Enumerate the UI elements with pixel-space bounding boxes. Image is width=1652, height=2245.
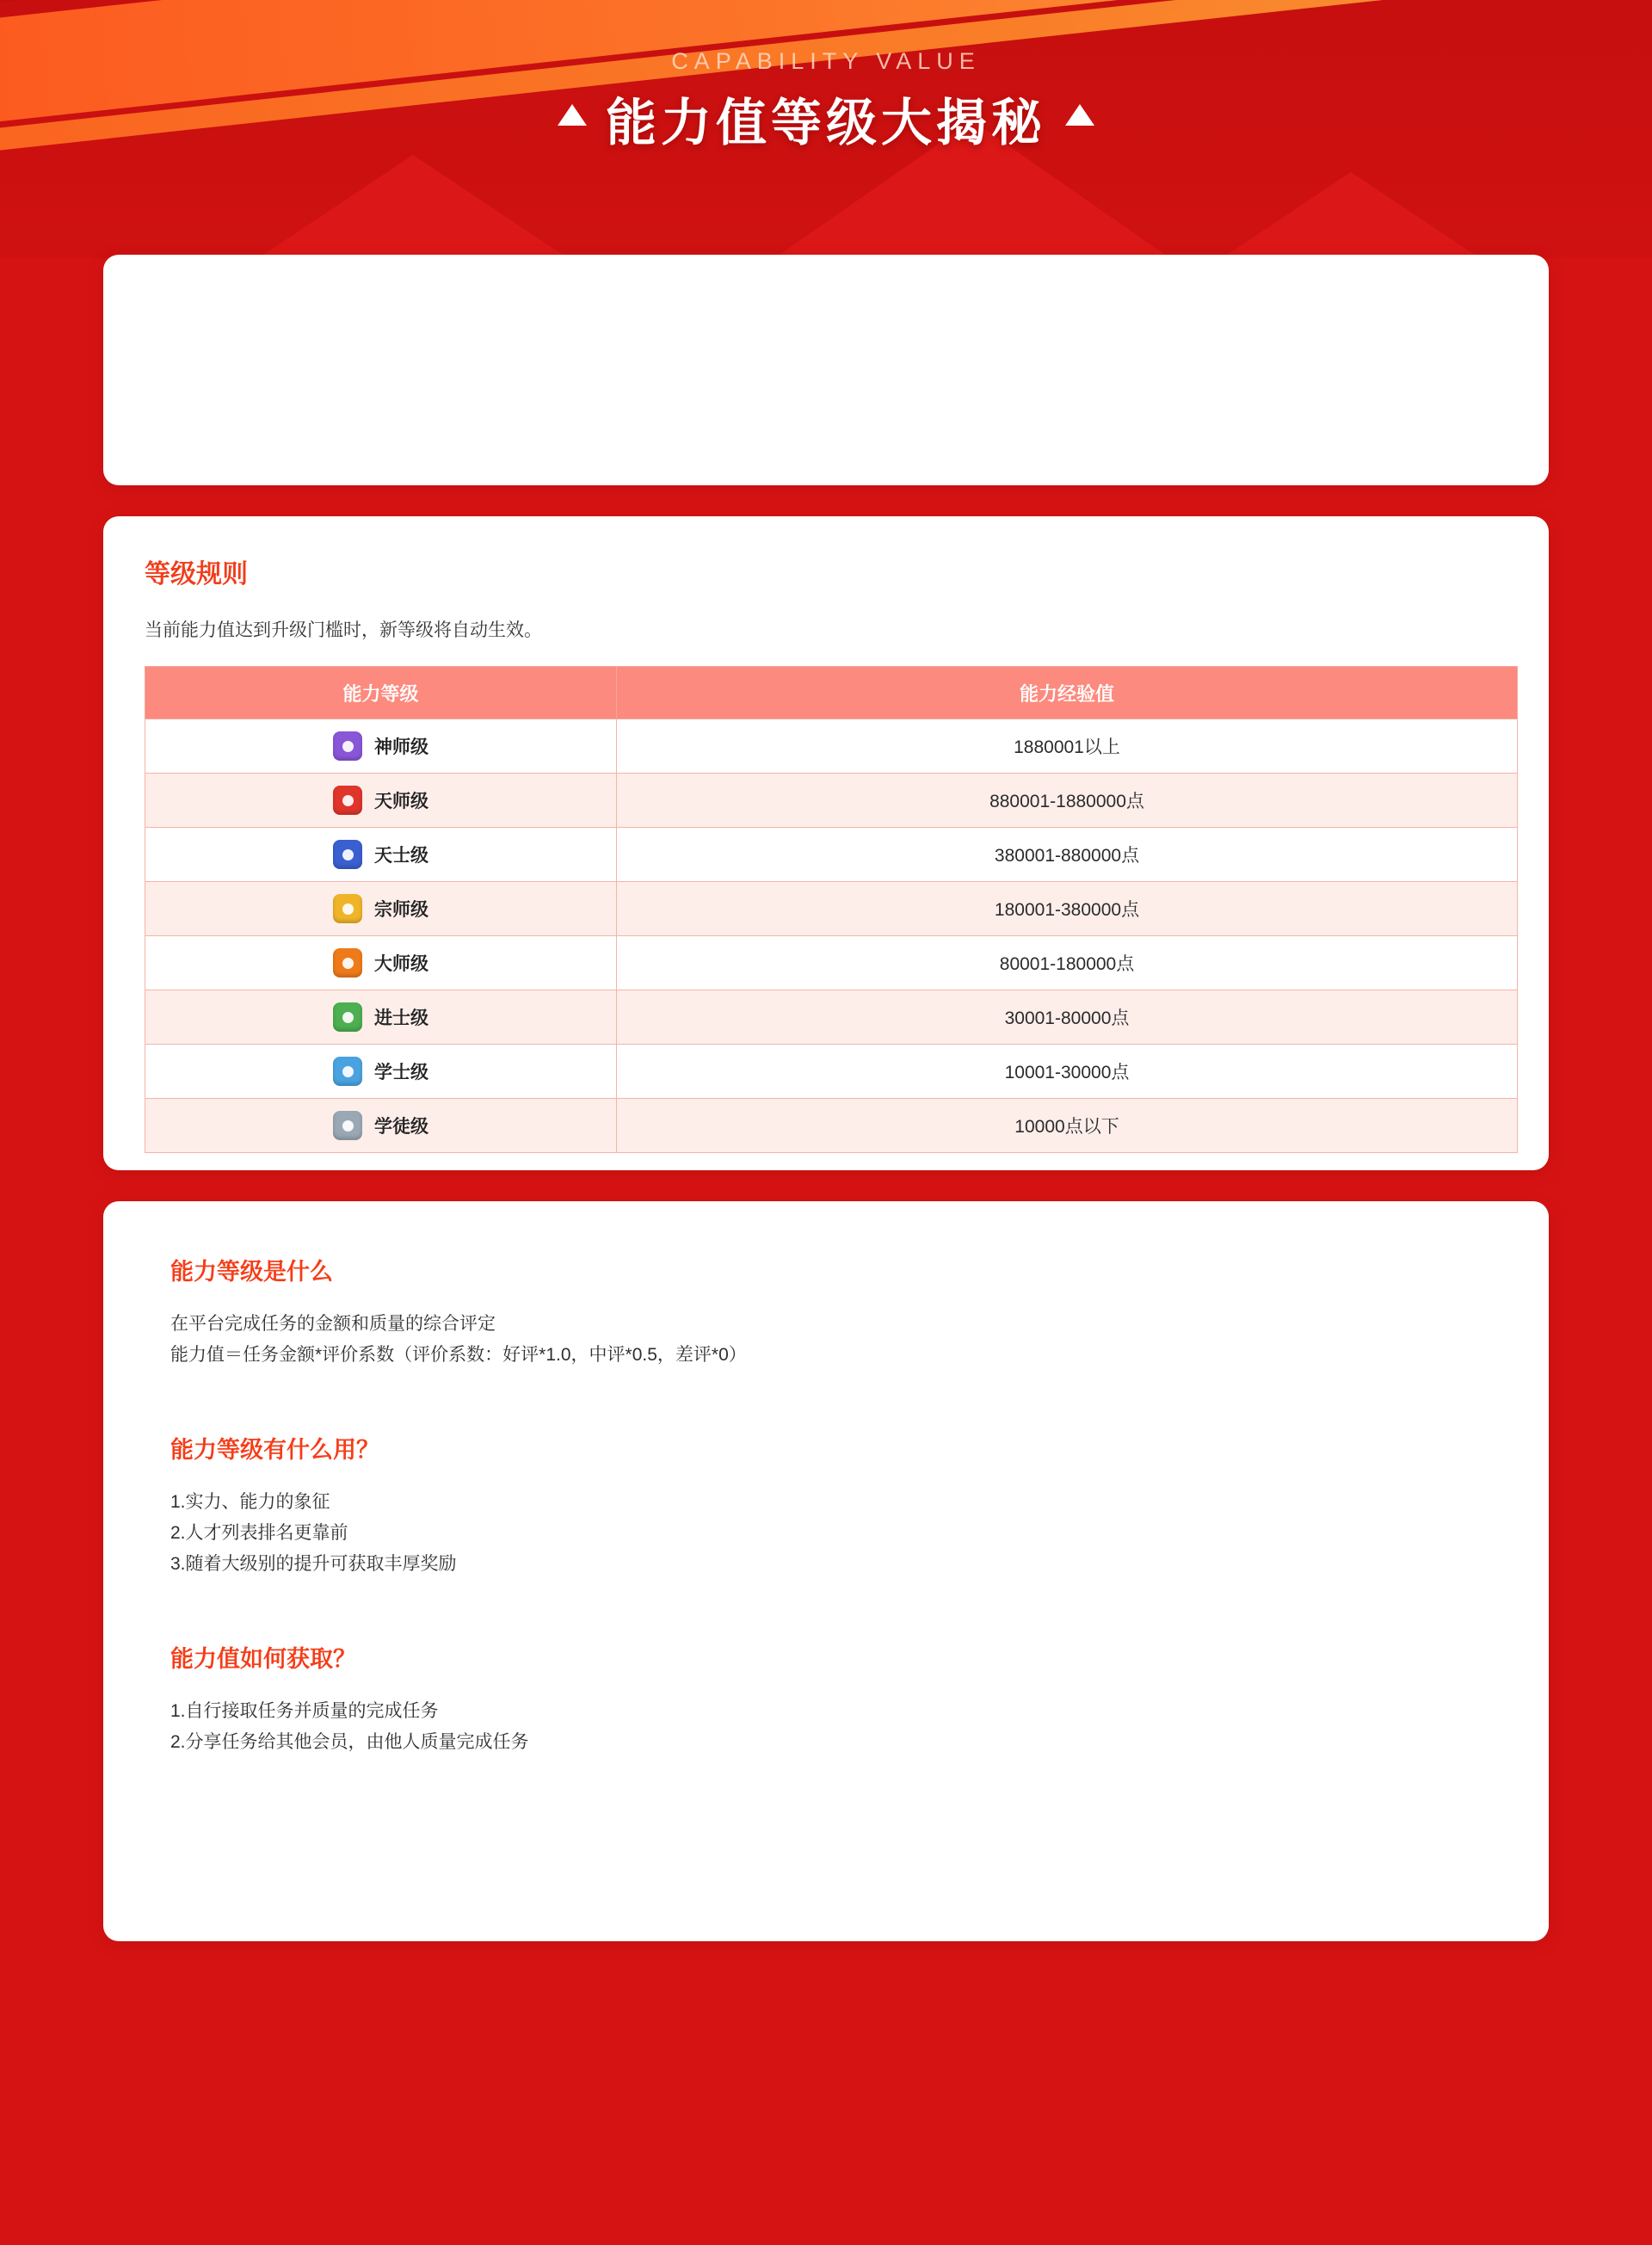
exp-cell: 880001-1880000点 bbox=[617, 774, 1518, 828]
exp-cell: 10000点以下 bbox=[617, 1099, 1518, 1153]
rank-badge-icon bbox=[333, 1002, 362, 1032]
level-name: 天师级 bbox=[374, 792, 428, 811]
level-cell bbox=[145, 1099, 617, 1153]
rank-badge-icon bbox=[333, 1057, 362, 1086]
level-cell bbox=[145, 719, 617, 774]
level-cell bbox=[145, 990, 617, 1045]
faq-get-line1: 1.自行接取任务并质量的完成任务 bbox=[170, 1701, 439, 1721]
faq-use-block bbox=[145, 1431, 1507, 1580]
table-row bbox=[145, 1099, 1518, 1153]
level-cell bbox=[145, 774, 617, 828]
level-rules-card bbox=[103, 516, 1549, 1170]
level-name: 学徒级 bbox=[374, 1117, 428, 1137]
levels-table-header-row bbox=[145, 667, 1518, 719]
column-header-exp: 能力经验值 bbox=[617, 667, 1518, 719]
faq-get-line2: 2.分享任务给其他会员，由他人质量完成任务 bbox=[170, 1732, 529, 1752]
rules-subtitle: 当前能力值达到升级门槛时，新等级将自动生效。 bbox=[145, 620, 542, 640]
faq-what-title: 能力等级是什么 bbox=[170, 1259, 333, 1285]
faq-get-block bbox=[145, 1640, 1507, 1758]
page-title bbox=[0, 82, 1652, 155]
faq-use-title: 能力等级有什么用？ bbox=[170, 1437, 379, 1463]
rank-badge-icon bbox=[333, 840, 362, 869]
level-name: 进士级 bbox=[374, 1008, 428, 1028]
decor-peak-right bbox=[1222, 172, 1480, 258]
rank-badge-icon bbox=[333, 731, 362, 761]
faq-card bbox=[103, 1201, 1549, 1941]
table-row bbox=[145, 990, 1518, 1045]
column-header-level: 能力等级 bbox=[145, 667, 617, 719]
level-cell bbox=[145, 1045, 617, 1099]
rank-badge-icon bbox=[333, 948, 362, 978]
table-row bbox=[145, 774, 1518, 828]
rank-badge-icon bbox=[333, 786, 362, 815]
table-row bbox=[145, 828, 1518, 882]
exp-cell: 30001-80000点 bbox=[617, 990, 1518, 1045]
faq-use-line1: 1.实力、能力的象征 bbox=[170, 1492, 330, 1512]
top-blank-card bbox=[103, 255, 1549, 485]
level-name: 宗师级 bbox=[374, 900, 428, 920]
faq-what-line1: 在平台完成任务的金额和质量的综合评定 bbox=[170, 1314, 496, 1334]
rank-badge-icon bbox=[333, 1111, 362, 1140]
faq-what-block bbox=[145, 1253, 1507, 1371]
level-name: 神师级 bbox=[374, 737, 428, 757]
rules-title: 等级规则 bbox=[145, 560, 248, 589]
page-title-text: 能力值等级大揭秘 bbox=[605, 95, 1046, 151]
levels-table bbox=[145, 666, 1518, 1153]
table-row bbox=[145, 882, 1518, 936]
exp-cell: 80001-180000点 bbox=[617, 936, 1518, 990]
table-row bbox=[145, 1045, 1518, 1099]
header-eyebrow: CAPABILITY VALUE bbox=[671, 48, 981, 74]
rank-badge-icon bbox=[333, 894, 362, 923]
level-name: 大师级 bbox=[374, 954, 428, 974]
level-cell bbox=[145, 882, 617, 936]
level-cell bbox=[145, 828, 617, 882]
faq-use-line2: 2.人才列表排名更靠前 bbox=[170, 1523, 348, 1543]
exp-cell: 180001-380000点 bbox=[617, 882, 1518, 936]
level-name: 学士级 bbox=[374, 1063, 428, 1082]
levels-table-body bbox=[145, 719, 1518, 1153]
table-row bbox=[145, 936, 1518, 990]
decor-peak-left bbox=[258, 155, 568, 258]
faq-get-title: 能力值如何获取？ bbox=[170, 1646, 356, 1672]
table-row bbox=[145, 719, 1518, 774]
faq-what-line2: 能力值＝任务金额*评价系数（评价系数：好评*1.0，中评*0.5，差评*0） bbox=[170, 1345, 747, 1365]
triangle-left-icon bbox=[558, 104, 587, 126]
level-cell bbox=[145, 936, 617, 990]
exp-cell: 10001-30000点 bbox=[617, 1045, 1518, 1099]
exp-cell: 380001-880000点 bbox=[617, 828, 1518, 882]
level-name: 天士级 bbox=[374, 846, 428, 866]
triangle-right-icon bbox=[1065, 104, 1094, 126]
header-text-group bbox=[0, 48, 1652, 155]
page-header bbox=[0, 0, 1652, 258]
faq-use-line3: 3.随着大级别的提升可获取丰厚奖励 bbox=[170, 1554, 457, 1574]
exp-cell: 1880001以上 bbox=[617, 719, 1518, 774]
